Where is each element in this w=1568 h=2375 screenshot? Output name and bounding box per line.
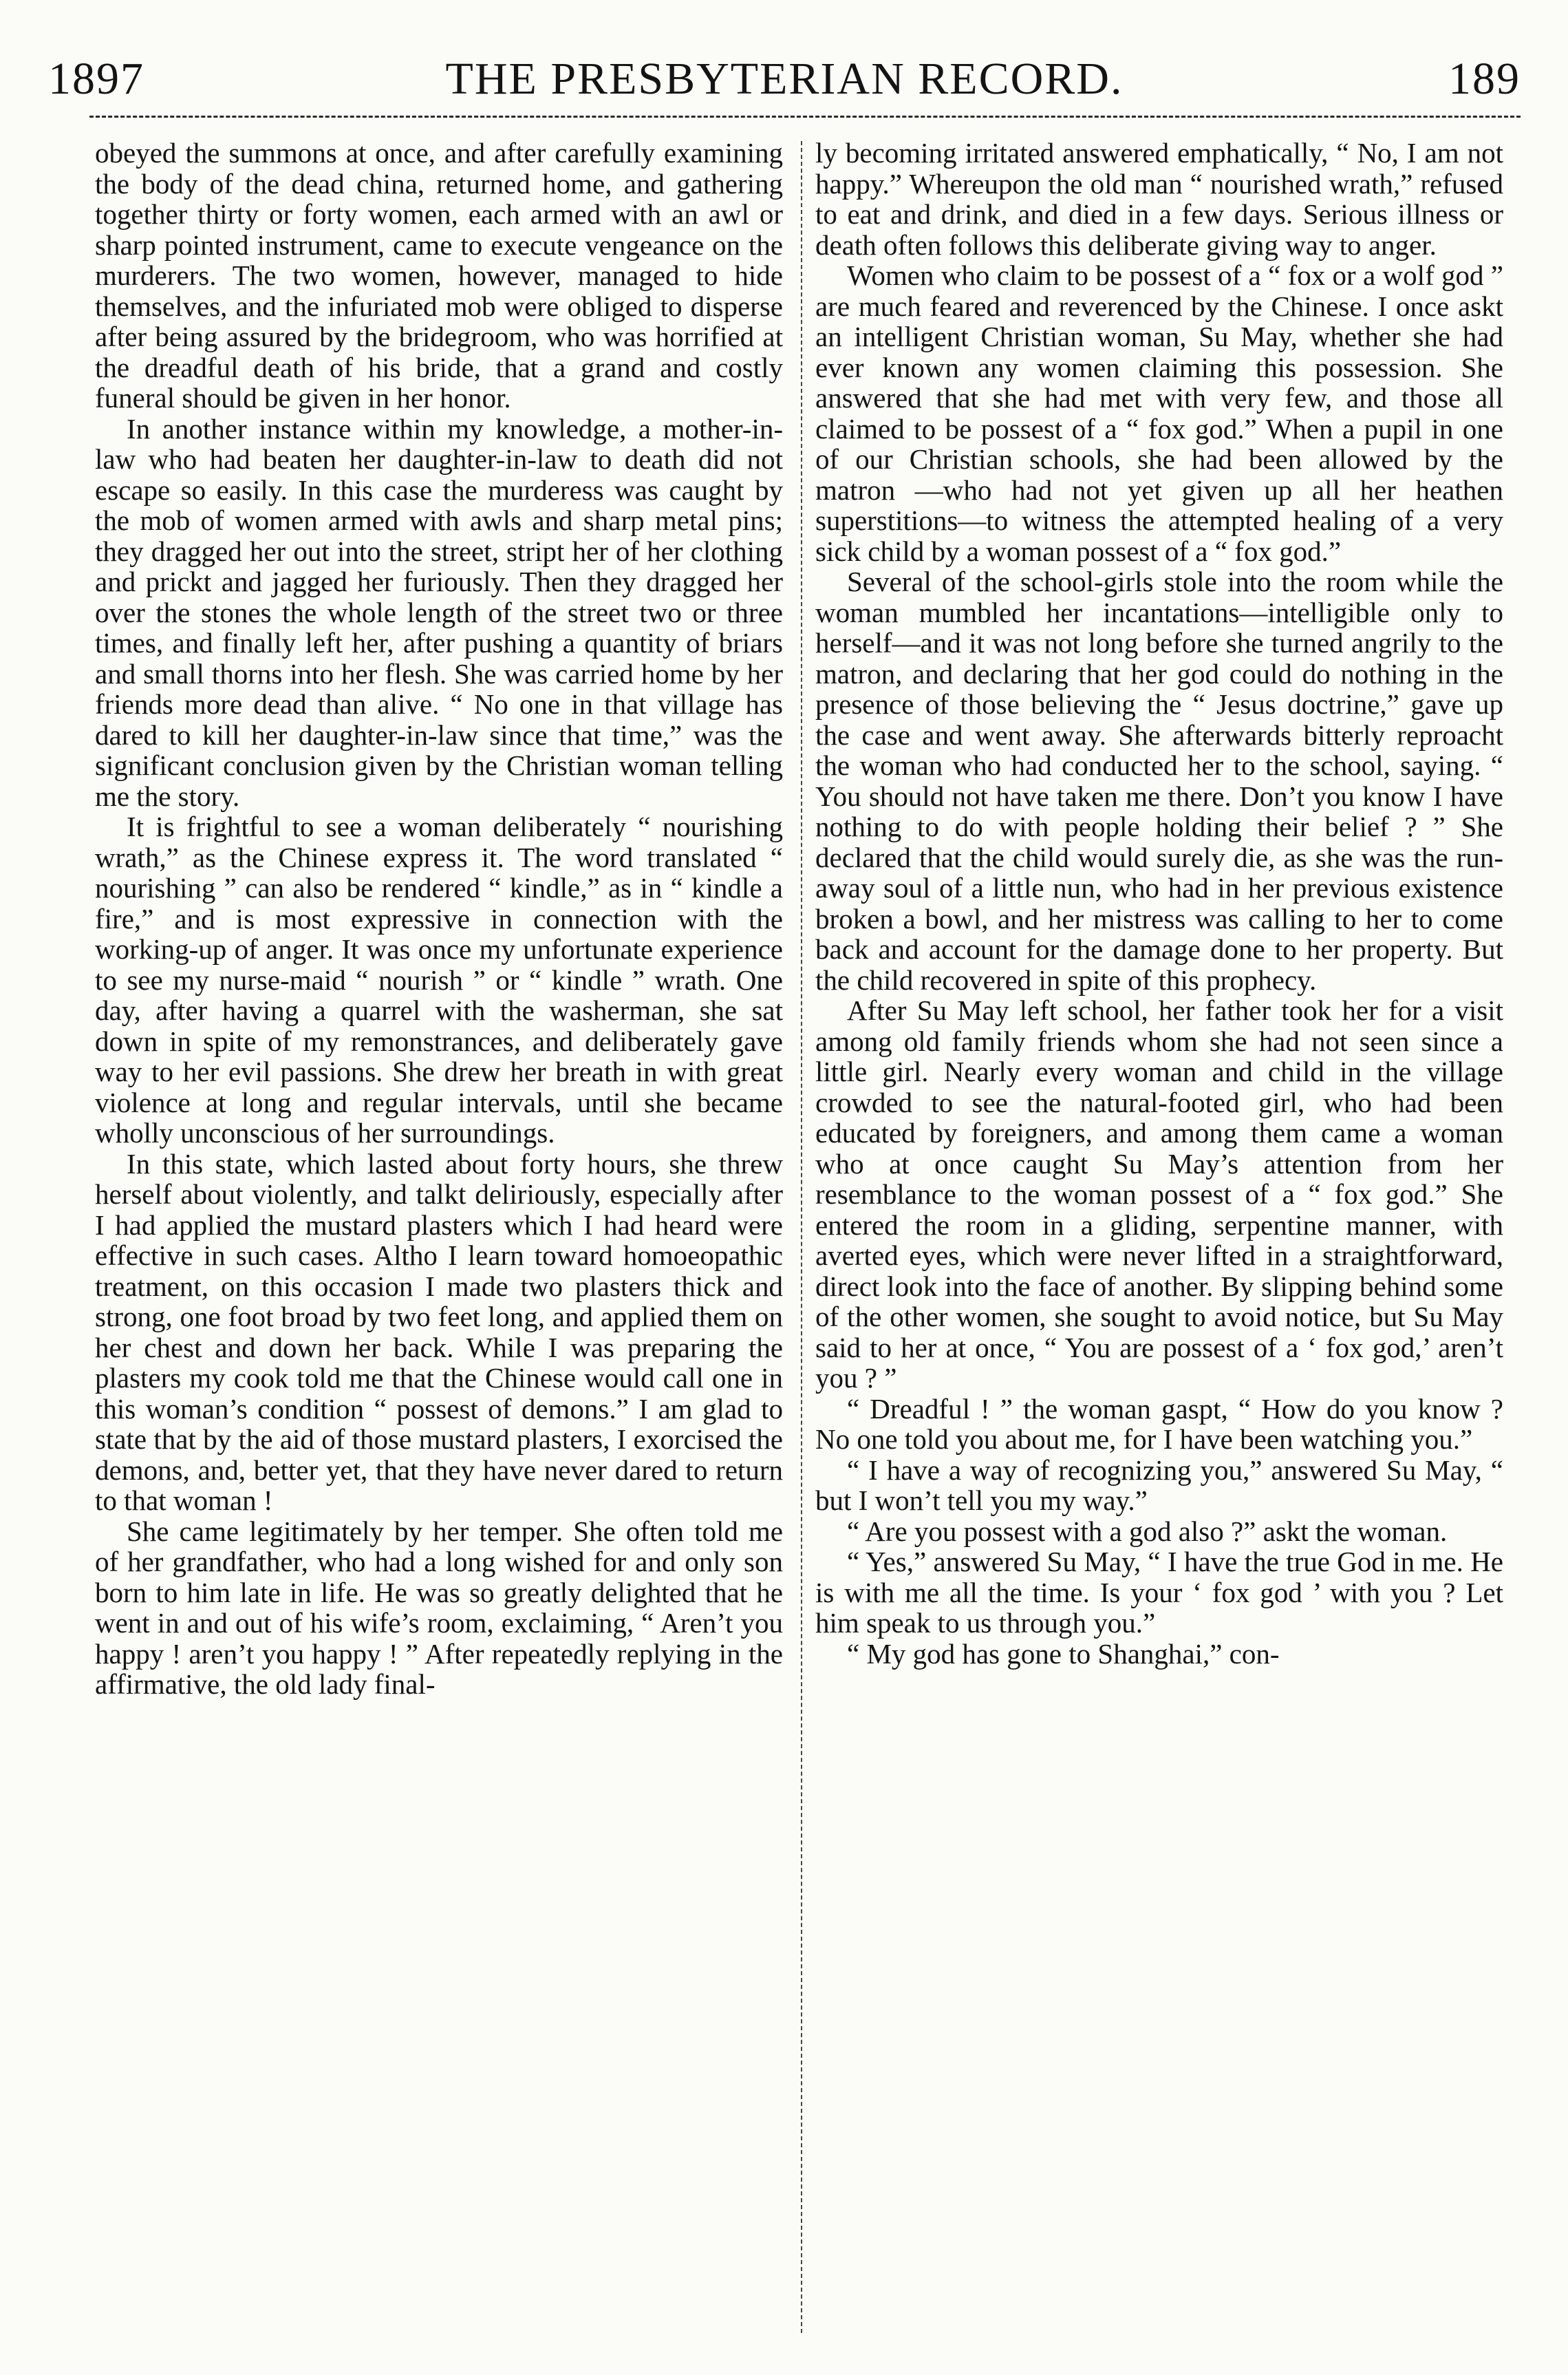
paragraph: It is frightful to see a woman deliberately “ nourishing wrath,” as the Chinese express it. The word translated “ nourishing ” can also be rendered “ kindle,” as in “ kindle a fire,” and is most expressive in connection with the working-up of anger. It was once my unfortunate experience to see my nurse-maid “ nourish ” or “ kindle ” wrath. One day, after having a quarrel with the washerman, she sat down in spite of my remonstrances, and deliberately gave way to her evil passions. She drew her breath in with great violence at long and regular intervals, until she became wholly unconscious of her surroundings. <box>95 811 783 1149</box>
paragraph: In another instance within my knowledge, a mother-in-law who had beaten her daughter-in-law to death did not escape so easily. In this case the murderess was caught by the mob of women armed with awls and sharp metal pins; they dragged her out into the street, stript her of her clothing and prickt and jagged her furiously. Then they dragged her over the stones the whole length of the street two or three times, and finally left her, after pushing a quantity of briars and small thorns into her flesh. She was carried home by her friends more dead than alive. “ No one in that village has dared to kill her daughter-in-law since that time,” was the significant conclusion given by the Christian woman telling me the story. <box>95 412 783 812</box>
column-divider <box>801 141 802 2333</box>
paragraph: obeyed the summons at once, and after carefully examining the body of the dead china, returned home, and gathering together thirty or forty women, each armed with an awl or sharp pointed instrument, came to execute vengeance on the murderers. The two women, however, managed to hide themselves, and the infuriated mob were obliged to disperse after being assured by the bridegroom, who was horrified at the dreadful death of his bride, that a grand and costly funeral should be given in her honor. <box>95 138 783 414</box>
paragraph: ly becoming irritated answered emphatically, “ No, I am not happy.” Whereupon the old man “ nourished wrath,” refused to eat and drink, and died in a few days. Serious illness or death often follows this deliberate giving way to anger. <box>815 138 1503 261</box>
header-title: THE PRESBYTERIAN RECORD. <box>445 54 1124 104</box>
left-column <box>95 138 783 2340</box>
paragraph: “ Yes,” answered Su May, “ I have the true God in me. He is with me all the time. Is your ‘ fox god ’ with you ? Let him speak to us through you.” <box>815 1546 1503 1639</box>
header-page-number: 189 <box>1448 54 1521 104</box>
page-header <box>48 48 1521 110</box>
header-rule <box>89 116 1521 118</box>
paragraph: Women who claim to be possest of a “ fox or a wolf god ” are much feared and reverenced by the Chinese. I once askt an intelligent Christian woman, Su May, whether she had ever known any women claiming this possession. She answered that she had met with very few, and those all claimed to be possest of a “ fox god.” When a pupil in one of our Christian schools, she had been allowed by the matron —who had not yet given up all her heathen superstitions—to witness the attempted healing of a very sick child by a woman possest of a “ fox god.” <box>815 259 1503 567</box>
paragraph: “ My god has gone to Shanghai,” con- <box>847 1637 1280 1670</box>
paragraph: After Su May left school, her father took her for a visit among old family friends whom she had not seen since a little girl. Nearly every woman and child in the village crowded to see the natural-footed girl, who had been educated by foreigners, and among them came a woman who at once caught Su May’s attention from her resemblance to the woman possest of a “ fox god.” She entered the room in a gliding, serpentine manner, with averted eyes, which were never lifted in a straightforward, direct look into the face of another. By slipping behind some of the other women, she sought to avoid notice, but Su May said to her at once, “ You are possest of a ‘ fox god,’ aren’t you ? ” <box>815 994 1503 1394</box>
paragraph: She came legitimately by her temper. She often told me of her grandfather, who had a long wished for and only son born to him late in life. He was so greatly delighted that he went in and out of his wife’s room, exclaiming, “ Aren’t you happy ! aren’t you happy ! ” After repeatedly replying in the affirmative, the old lady final- <box>95 1515 783 1700</box>
paragraph: “ I have a way of recognizing you,” answered Su May, “ but I won’t tell you my way.” <box>815 1453 1503 1516</box>
paragraph: In this state, which lasted about forty hours, she threw herself about violently, and talkt deliriously, especially after I had applied the mustard plasters which I had heard were effective in such cases. Altho I learn toward homoeopathic treatment, on this occasion I made two plasters thick and strong, one foot broad by two feet long, and applied them on her chest and down her back. While I was preparing the plasters my cook told me that the Chinese would call one in this woman’s condition “ possest of demons.” I am glad to state that by the aid of those mustard plasters, I exorcised the demons, and, better yet, that they have never dared to return to that woman ! <box>95 1147 783 1516</box>
paragraph: Several of the school-girls stole into the room while the woman mumbled her incantations—intelligible only to herself—and it was not long before she turned angrily to the matron, and declaring that her god could do nothing in the presence of those believing the “ Jesus doctrine,” gave up the case and went away. She afterwards bitterly reproacht the woman who had conducted her to the school, saying. “ You should not have taken me there. Don’t you know I have nothing to do with people holding their belief ? ” She declared that the child would surely die, as she was the run-away soul of a little nun, who had in her previous existence broken a bowl, and her mistress was calling to her to come back and account for the damage done to her property. But the child recovered in spite of this prophecy. <box>815 566 1503 996</box>
right-column <box>815 138 1503 2340</box>
header-year: 1897 <box>48 54 144 104</box>
paragraph: “ Dreadful ! ” the woman gaspt, “ How do you know ? No one told you about me, for I have been watching you.” <box>815 1392 1503 1455</box>
paragraph: “ Are you possest with a god also ?” askt the woman. <box>847 1515 1448 1547</box>
